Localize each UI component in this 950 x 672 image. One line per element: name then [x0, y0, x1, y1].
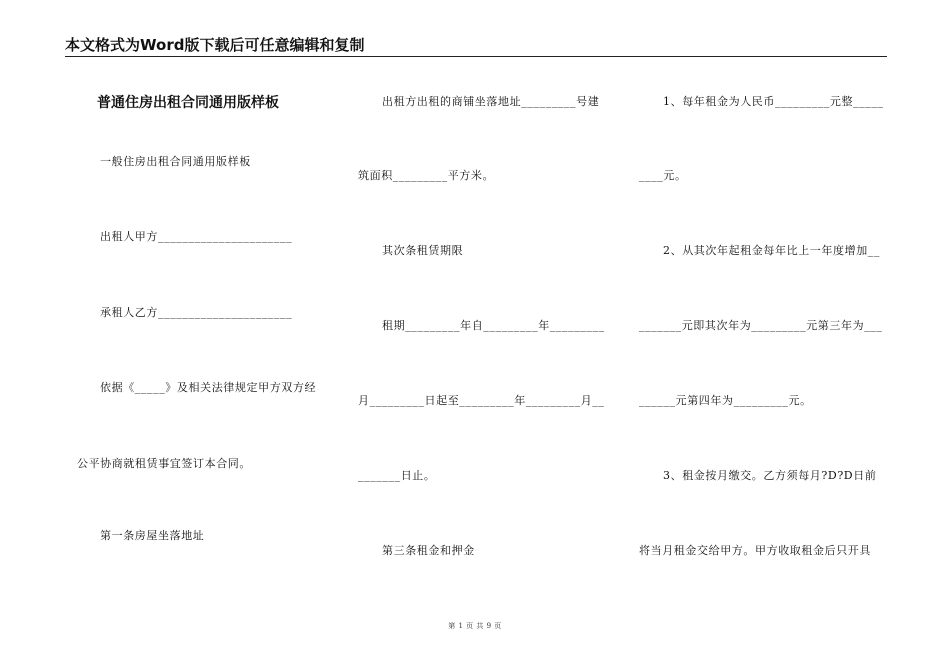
col2-line-2: 筑面积_________平方米。	[358, 169, 495, 182]
document-title: 普通住房出租合同通用版样板	[97, 95, 279, 111]
col3-line-2: ____元。	[639, 169, 687, 182]
col1-line-6: 第一条房屋坐落地址	[100, 529, 205, 542]
page-number-footer: 第 1 页 共 9 页	[448, 622, 502, 630]
header-title: 本文格式为Word版下载后可任意编辑和复制	[65, 36, 365, 54]
col3-line-5: ______元第四年为_________元。	[639, 394, 812, 407]
col2-line-5: 月_________日起至_________年_________月__	[358, 394, 605, 407]
col1-line-1: 一般住房出租合同通用版样板	[100, 155, 251, 168]
col2-line-1: 出租方出租的商铺坐落地址_________号建	[382, 95, 600, 108]
page-header	[65, 34, 887, 57]
col3-line-3: 2、从其次年起租金每年比上一年度增加__	[663, 244, 880, 257]
col1-line-2: 出租人甲方______________________	[100, 230, 293, 243]
col3-line-6: 3、租金按月缴交。乙方须每月?D?D日前	[663, 469, 877, 482]
col1-line-3: 承租人乙方______________________	[100, 306, 293, 319]
col1-line-5: 公平协商就租赁事宜签订本合同。	[77, 457, 251, 470]
col3-line-4: _______元即其次年为_________元第三年为___	[639, 319, 883, 332]
col2-line-4: 租期_________年自_________年_________	[382, 319, 605, 332]
col3-line-7: 将当月租金交给甲方。甲方收取租金后只开具	[639, 544, 871, 557]
col1-line-4: 依据《_____》及相关法律规定甲方双方经	[100, 381, 317, 394]
col2-line-3: 其次条租赁期限	[382, 244, 464, 257]
col2-line-6: _______日止。	[358, 469, 436, 482]
col3-line-1: 1、每年租金为人民币_________元整_____	[663, 95, 884, 108]
col2-line-7: 第三条租金和押金	[382, 544, 475, 557]
